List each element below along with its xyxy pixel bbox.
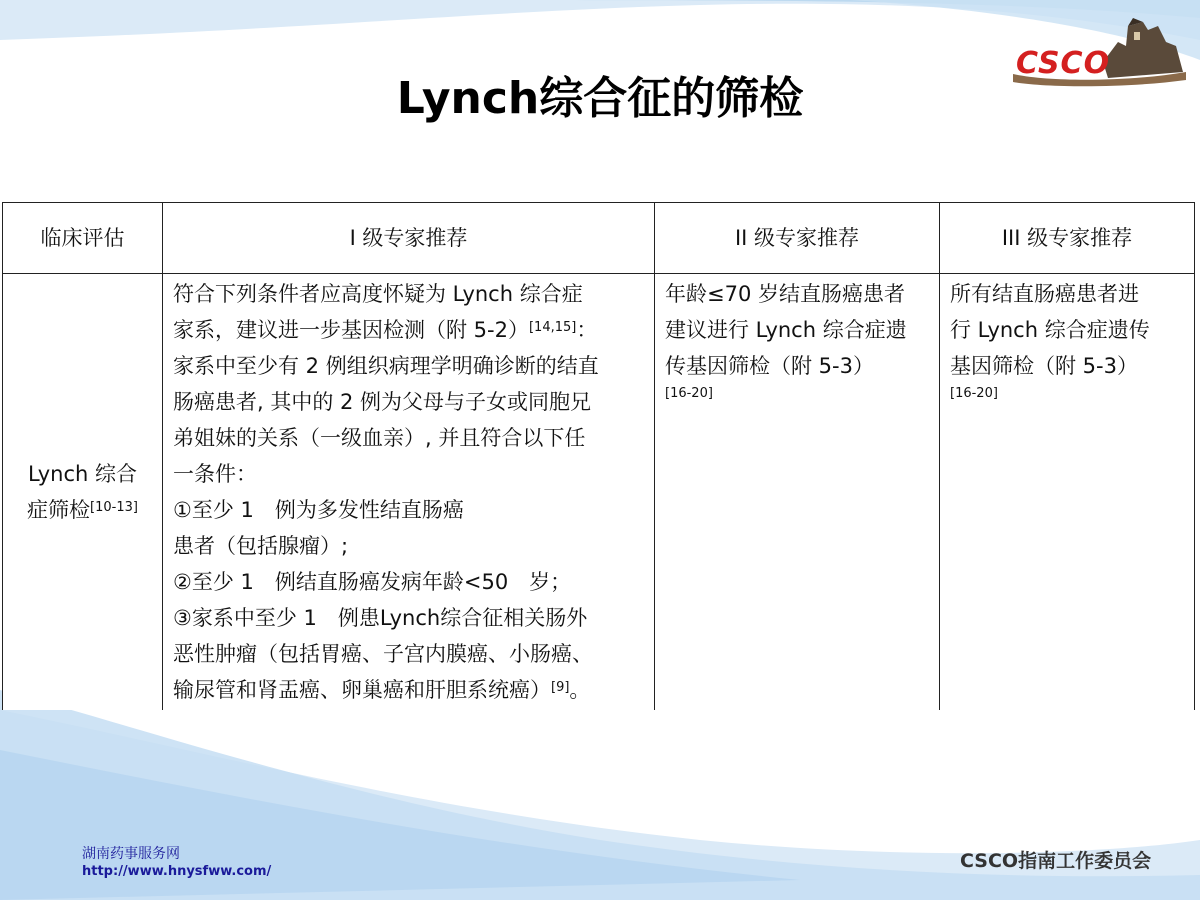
level1-line: 肠癌患者, 其中的 2 例为父母与子女或同胞兄 <box>173 390 592 414</box>
watermark <box>82 845 271 881</box>
header-level-2: II 级专家推荐 <box>655 203 940 274</box>
header-level-1: I 级专家推荐 <box>163 203 655 274</box>
level1-line: 患者（包括腺瘤）; <box>173 534 349 558</box>
level3-line: 所有结直肠癌患者进 <box>950 282 1139 306</box>
assessment-text-2: 症筛检[10-13] <box>27 498 138 522</box>
level3-line: 基因筛检（附 5-3） <box>950 354 1138 378</box>
level3-ref: [16-20] <box>950 386 998 401</box>
header-level-3: III 级专家推荐 <box>940 203 1195 274</box>
level3-line: 行 Lynch 综合症遗传 <box>950 318 1150 342</box>
recommendation-table <box>2 202 1195 710</box>
csco-logo-text: CSCO <box>1016 46 1111 81</box>
assessment-ref: [10-13] <box>90 500 138 515</box>
cell-level-3 <box>940 274 1195 711</box>
level1-line: 家系，建议进一步基因检测（附 5-2）[14,15]： <box>173 318 598 342</box>
cell-level-1 <box>163 274 655 711</box>
cell-assessment <box>3 274 163 711</box>
level1-line: ③家系中至少 1 例患Lynch综合征相关肠外 <box>173 606 588 630</box>
page-title: Lynch综合征的筛检 <box>396 73 804 124</box>
level2-line: 建议进行 Lynch 综合症遗 <box>665 318 907 342</box>
level1-ref: [14,15] <box>528 320 577 335</box>
level1-line: 恶性肿瘤（包括胃癌、子宫内膜癌、小肠癌、 <box>173 642 593 666</box>
level2-line: 传基因筛检（附 5-3） <box>665 354 874 378</box>
level2-ref: [16-20] <box>665 386 713 401</box>
level1-line: 弟姐妹的关系（一级血亲）, 并且符合以下任 <box>173 426 586 450</box>
watermark-url[interactable]: http://www.hnysfww.com/ <box>82 864 272 879</box>
footer-committee: CSCO指南工作委员会 <box>960 850 1152 872</box>
level1-line: ①至少 1 例为多发性结直肠癌 <box>173 498 464 522</box>
table-row <box>3 274 1195 711</box>
level2-line: 年龄≤70 岁结直肠癌患者 <box>665 282 905 306</box>
level1-line: 符合下列条件者应高度怀疑为 Lynch 综合症 <box>173 282 583 306</box>
cell-level-2 <box>655 274 940 711</box>
header-clinical-assessment: 临床评估 <box>3 203 163 274</box>
level1-line: ②至少 1 例结直肠癌发病年龄<50 岁； <box>173 570 572 594</box>
level1-line: 家系中至少有 2 例组织病理学明确诊断的结直 <box>173 354 599 378</box>
level1-line: 输尿管和肾盂癌、卵巢癌和肝胆系统癌）[9]。 <box>173 678 591 702</box>
level1-line: 一条件： <box>173 462 257 486</box>
assessment-text-1: Lynch 综合 <box>27 462 138 486</box>
table-header-row <box>3 203 1195 274</box>
level1-ref: [9] <box>551 680 570 695</box>
watermark-name: 湖南药事服务网 <box>82 846 180 862</box>
